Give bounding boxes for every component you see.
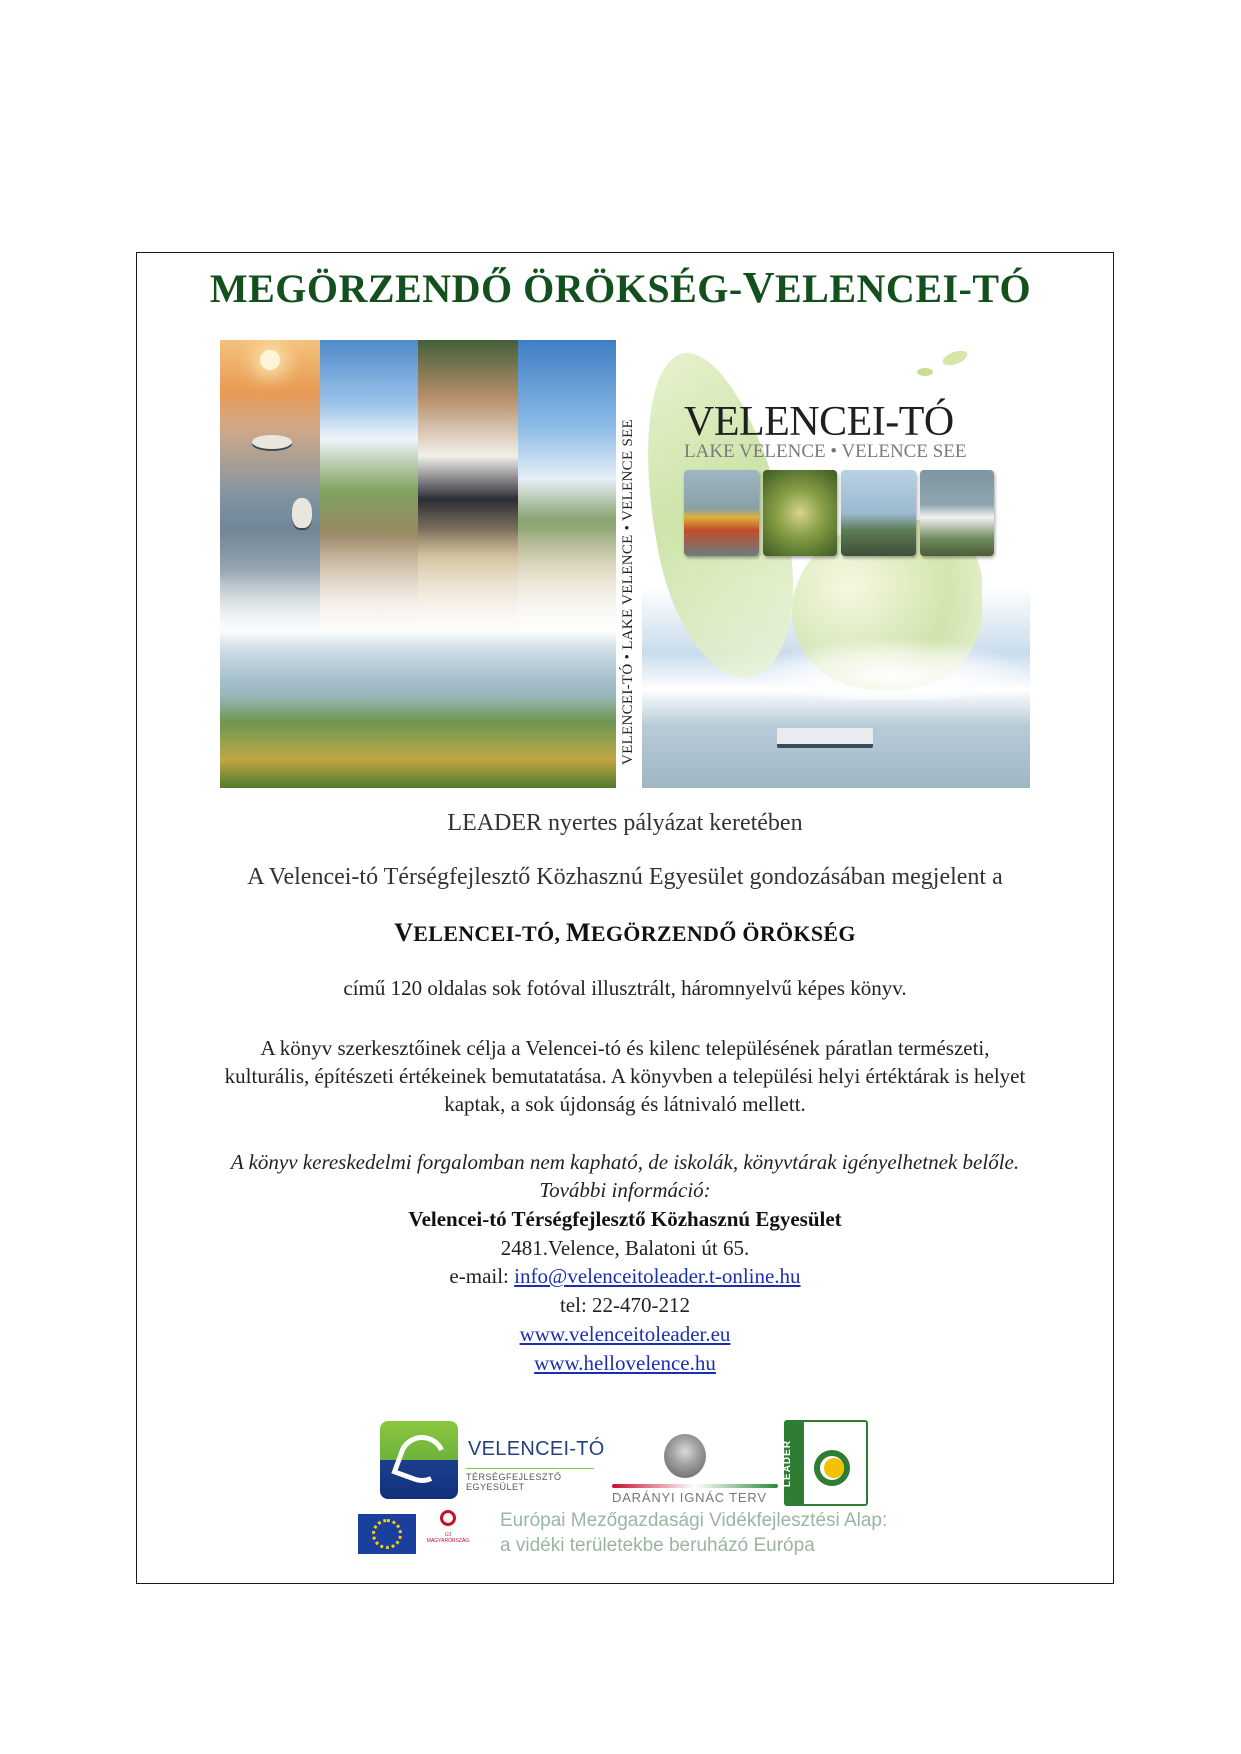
eu-stars <box>372 1519 402 1549</box>
flower-shape <box>440 1510 456 1526</box>
leaf-decoration <box>917 368 933 376</box>
thumb-grapes <box>763 470 838 556</box>
more-info-label: További információ: <box>539 1178 711 1202</box>
swirl-shape <box>391 1428 453 1490</box>
cover-title: VELENCEI-TÓ <box>684 399 954 445</box>
book-cover-back-photo <box>220 340 616 788</box>
thumb-windsurf <box>684 470 759 556</box>
website-line <box>136 1351 1114 1376</box>
paragraph-line: kaptak, a sok újdonság és látnivaló mellett. <box>444 1092 806 1116</box>
availability-note: A könyv kereskedelmi forgalomban nem kapható, de iskolák, könyvtárak igényelhetnek belőle. <box>230 1150 1020 1174</box>
cover-subtitle: LAKE VELENCE • VELENCE SEE <box>684 441 967 462</box>
swan-shape <box>292 498 312 528</box>
paragraph-line: kulturális, építészeti értékeinek bemutatatása. A könyvben a települési helyi értéktárak is helyet <box>224 1064 1026 1088</box>
daranyi-portrait-icon <box>664 1434 706 1478</box>
email-line <box>136 1264 1114 1289</box>
eu-flag-icon <box>358 1514 416 1554</box>
velencei-to-logo-icon <box>380 1421 458 1499</box>
telephone: tel: 22-470-212 <box>559 1293 691 1317</box>
hungarian-flag-stripe <box>612 1484 778 1488</box>
boat-shape <box>777 728 873 748</box>
daranyi-ignac-terv-text: DARÁNYI IGNÁC TERV <box>612 1490 767 1505</box>
website-link-leader[interactable]: www.velenceitoleader.eu <box>519 1322 731 1346</box>
organization-name: Velencei-tó Térségfejlesztő Közhasznú Egyesület <box>408 1207 842 1231</box>
leaf-decoration <box>941 348 970 368</box>
velencei-to-logo-title: VELENCEI-TÓ <box>468 1438 605 1460</box>
website-line <box>136 1322 1114 1347</box>
intro-line: LEADER nyertes pályázat keretében <box>447 810 803 836</box>
book-title: VELENCEI-TÓ, MEGÖRZENDŐ ÖRÖKSÉG <box>394 918 856 947</box>
umft-text: ÚJ MAGYARORSZÁG <box>426 1532 470 1544</box>
leader-seed <box>824 1458 844 1478</box>
book-purpose-paragraph <box>136 1034 1114 1118</box>
page-title: MEGÖRZENDŐ ÖRÖKSÉG-VELENCEI-TÓ <box>209 263 1032 312</box>
leader-word: LEADER <box>782 1439 794 1488</box>
publisher-line: A Velencei-tó Térségfejlesztő Közhasznú Egyesület gondozásában megjelent a <box>247 864 1003 890</box>
thumb-cyclist <box>841 470 916 556</box>
email-label: e-mail: <box>449 1264 515 1288</box>
swan-shape <box>252 435 292 449</box>
website-link-hellovelence[interactable]: www.hellovelence.hu <box>534 1351 716 1375</box>
book-cover-front <box>642 340 1030 788</box>
velencei-to-logo-subtitle: TÉRSÉGFEJLESZTŐ EGYESÜLET <box>466 1468 594 1492</box>
eafrd-line-1: Európai Mezőgazdasági Vidékfejlesztési Alap: <box>500 1510 888 1531</box>
paragraph-line: A könyv szerkesztőinek célja a Velencei-tó és kilenc településének páratlan természeti, <box>260 1036 990 1060</box>
book-spine-text: VELENCEI-TÓ • LAKE VELENCE • VELENCE SEE <box>620 418 636 766</box>
address: 2481.Velence, Balatoni út 65. <box>500 1236 750 1260</box>
book-description: című 120 oldalas sok fotóval illusztrált, háromnyelvű képes könyv. <box>343 976 907 1000</box>
photo-fade-overlay <box>220 530 616 640</box>
email-link[interactable]: info@velenceitoleader.t-online.hu <box>514 1264 801 1288</box>
thumb-egret <box>920 470 995 556</box>
cover-thumbnails <box>684 470 994 556</box>
sun-shape <box>260 350 280 370</box>
eafrd-line-2: a vidéki területekbe beruházó Európa <box>500 1535 815 1556</box>
photo-lake-landscape <box>220 630 616 788</box>
uj-magyarorszag-logo-icon <box>424 1510 472 1556</box>
leader-logo-icon <box>784 1420 868 1506</box>
cloud-shape <box>762 640 1022 700</box>
